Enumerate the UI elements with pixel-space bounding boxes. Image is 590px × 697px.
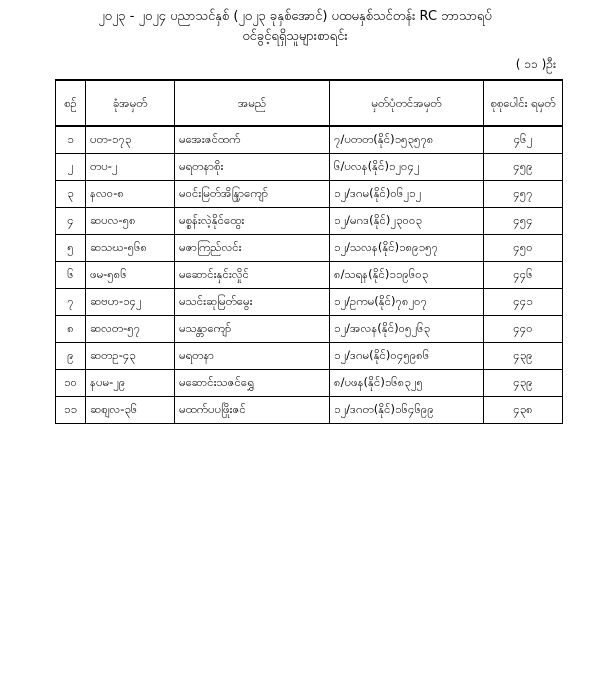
cell-roll-number: ဆတဥ-၄၃ [86, 343, 175, 370]
cell-total-marks: ၄၄၆ [484, 262, 563, 289]
cell-roll-number: ဆဗဟ-၁၄၂ [86, 289, 175, 316]
cell-roll-number: ဆလတ-၅၇ [86, 316, 175, 343]
cell-total-marks: ၄၃၉ [484, 343, 563, 370]
cell-total-marks: ၄၅၀ [484, 235, 563, 262]
cell-serial-no: ၆ [56, 262, 86, 289]
table-row [56, 181, 563, 208]
cell-registration-number: ၁၂/အလန(နိုင်)၀၅၂၆၃ [330, 316, 484, 343]
cell-serial-no: ၄ [56, 208, 86, 235]
header-name: အမည် [175, 80, 330, 126]
cell-roll-number: ပတ-၁၇၃ [86, 126, 175, 154]
table-row [56, 262, 563, 289]
cell-total-marks: ၄၅၉ [484, 154, 563, 181]
table-row [56, 343, 563, 370]
cell-serial-no: ၃ [56, 181, 86, 208]
header-roll-number: ခုံအမှတ် [86, 80, 175, 126]
document-title: ၂၀၂၃ - ၂၀၂၄ ပညာသင်နှစ် (၂၀၂၃ ခုနှစ်အောင်) ပထမနှစ်သင်တန်း RC ဘာသာရပ် [98, 9, 492, 24]
cell-registration-number: ၆/ပလန(နိုင်)၁၂၀၄၂ [330, 154, 484, 181]
table-header [56, 80, 563, 126]
cell-serial-no: ၉ [56, 343, 86, 370]
cell-registration-number: ၁၂/ဒဂမ(နိုင်)၀၆၂၁၂ [330, 181, 484, 208]
cell-name: မအေးဇင်ထက် [175, 126, 330, 154]
cell-roll-number: နပမ-၂၉ [86, 370, 175, 397]
header-total-marks: စုစုပေါင်း ရမှတ် [484, 80, 563, 126]
cell-name: မသင်းဆုမြတ်မွေး [175, 289, 330, 316]
table-row [56, 316, 563, 343]
cell-roll-number: နလဝ-၈ [86, 181, 175, 208]
cell-total-marks: ၄၅၇ [484, 181, 563, 208]
cell-registration-number: ၈/ပဖန(နိုင်)၁၆၈၃၂၅ [330, 370, 484, 397]
cell-serial-no: ၂ [56, 154, 86, 181]
header-serial-no: စဉ် [56, 80, 86, 126]
document-subtitle: ဝင်ခွင့်ရရှိသူများစာရင်း [242, 29, 348, 44]
table-row [56, 289, 563, 316]
cell-registration-number: ၈/သရန(နိုင်)၁၁၉၆၀၃ [330, 262, 484, 289]
cell-registration-number: ၇/ပတတ(နိုင်)၁၅၃၅၇၈ [330, 126, 484, 154]
header-registration-number: မှတ်ပုံတင်အမှတ် [330, 80, 484, 126]
cell-serial-no: ၁၀ [56, 370, 86, 397]
cell-roll-number: တပ-၂ [86, 154, 175, 181]
cell-total-marks: ၄၅၄ [484, 208, 563, 235]
cell-registration-number: ၁၂/ဥကမ(နိုင်)၇၈၂၀၇ [330, 289, 484, 316]
cell-roll-number: ဆသဃ-၅၆၈ [86, 235, 175, 262]
cell-serial-no: ၁ [56, 126, 86, 154]
person-count-note: ( ၁၁ )ဦး [515, 57, 556, 71]
cell-total-marks: ၄၆၂ [484, 126, 563, 154]
cell-name: မဆောင်းသဇင်ရွှေ [175, 370, 330, 397]
cell-name: မဇာကြည်လင်း [175, 235, 330, 262]
cell-registration-number: ၁၂/သလန(နိုင်)၁၈၉၁၅၇ [330, 235, 484, 262]
cell-roll-number: ဆပလ-၅၈ [86, 208, 175, 235]
table-row [56, 126, 563, 154]
cell-registration-number: ၁၂/ဒဂတ(နိုင်)၁၆၄၆၉၉ [330, 397, 484, 424]
cell-registration-number: ၁၂/ဒဂမ(နိုင်)၀၄၅၉၈၆ [330, 343, 484, 370]
table-row [56, 397, 563, 424]
table-row [56, 154, 563, 181]
cell-total-marks: ၄၃၈ [484, 397, 563, 424]
cell-total-marks: ၄၃၉ [484, 370, 563, 397]
cell-serial-no: ၁၁ [56, 397, 86, 424]
cell-name: မဆောင်းနှင်းလှိုင် [175, 262, 330, 289]
cell-roll-number: ဖမ-၅၈၆ [86, 262, 175, 289]
cell-name: မစ္စန်းလဲ့နိုင်ထွေး [175, 208, 330, 235]
cell-name: မရတနာစိုး [175, 154, 330, 181]
cell-name: မရတနာ [175, 343, 330, 370]
cell-serial-no: ၅ [56, 235, 86, 262]
cell-name: မဝင်းမြတ်အိန္ဒြာကျော် [175, 181, 330, 208]
admission-results-table [55, 79, 563, 424]
cell-total-marks: ၄၄၀ [484, 316, 563, 343]
cell-total-marks: ၄၄၁ [484, 289, 563, 316]
table-body [56, 126, 563, 424]
cell-name: မထက်ပပဖြိုးဇင် [175, 397, 330, 424]
table-header-row [56, 80, 563, 126]
cell-serial-no: ၈ [56, 316, 86, 343]
cell-roll-number: ဆစျလ-၃၆ [86, 397, 175, 424]
table-row [56, 370, 563, 397]
cell-name: မသန္တာကျော် [175, 316, 330, 343]
table-row [56, 235, 563, 262]
cell-registration-number: ၁၂/မဂဒ(နိုင်)၂၃၀၀၃ [330, 208, 484, 235]
table-row [56, 208, 563, 235]
cell-serial-no: ၇ [56, 289, 86, 316]
